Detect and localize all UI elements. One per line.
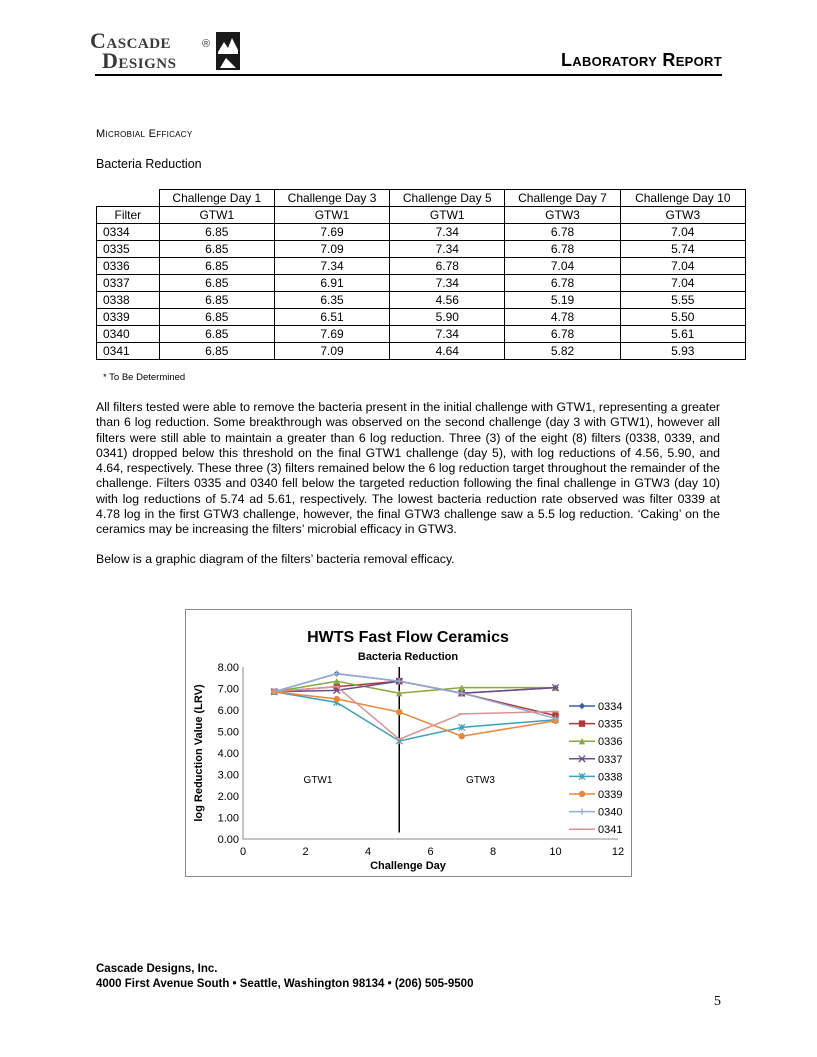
legend-label: 0336 (598, 736, 623, 749)
column-header: Challenge Day 1 (159, 190, 274, 207)
column-header: Challenge Day 7 (505, 190, 620, 207)
filter-id-cell: 0336 (97, 258, 160, 275)
lrv-cell: 6.85 (159, 292, 274, 309)
data-point-marker (579, 808, 585, 814)
lrv-cell: 7.04 (620, 275, 745, 292)
filter-id-cell: 0335 (97, 241, 160, 258)
lrv-cell: 7.34 (390, 275, 505, 292)
lrv-cell: 6.85 (159, 275, 274, 292)
lrv-cell: 6.78 (505, 224, 620, 241)
y-tick-label: 2.00 (217, 791, 239, 803)
legend-label: 0334 (598, 701, 623, 713)
filter-id-cell: 0334 (97, 224, 160, 241)
data-point-marker (459, 733, 465, 739)
y-tick-label: 0.00 (217, 834, 239, 846)
legend-label: 0337 (598, 753, 623, 766)
y-tick-label: 4.00 (217, 748, 239, 760)
legend-label: 0338 (598, 771, 623, 784)
table-body (97, 224, 746, 360)
registered-mark: ® (202, 38, 211, 50)
chart-subtitle: Bacteria Reduction (357, 651, 459, 663)
lrv-cell: 7.34 (274, 258, 389, 275)
lrv-cell: 7.34 (390, 241, 505, 258)
table-media-row (97, 207, 746, 224)
x-axis-label: Challenge Day (370, 860, 446, 872)
data-point-marker (334, 696, 340, 702)
lrv-cell: 6.35 (274, 292, 389, 309)
x-tick-label: 12 (611, 846, 625, 858)
lrv-cell: 6.85 (159, 258, 274, 275)
body-paragraph: All filters tested were able to remove the bacteria present in the initial challenge with GTW1, representing a greater than 6 log reduction. Some breakthrough was observed on the second challenge (day 3 with GTW1), however all filters were still able to maintain a greater than 6 log reduction. Three (3) of the eight (8) filters (0338, 0339, and 0341) dropped below this threshold on the final GTW1 challenge (day 5), with log reductions of 4.56, 5.90, and 4.64, respectively. These three (3) filters remained below the 6 log reduction target throughout the remainder of the challenge. Filters 0335 and 0340 fell below the targeted reduction following the final challenge in GTW3 (day 10) with log reductions of 5.74 ad 5.61, respectively. The lowest bacteria reduction rate observed was filter 0339 at 4.78 log in the first GTW3 challenge, however, the final GTW3 challenge saw a 5.5 log reduction. ‘Caking’ on the ceramics may be increasing the filters’ microbial efficacy in GTW3. (96, 400, 720, 537)
column-header: Challenge Day 3 (274, 190, 389, 207)
footer-address: 4000 First Avenue South • Seattle, Washington 98134 • (206) 505-9500 (96, 978, 474, 990)
lrv-cell: 6.85 (159, 343, 274, 360)
lrv-cell: 7.69 (274, 224, 389, 241)
table-footnote: * To Be Determined (103, 372, 186, 383)
lrv-cell: 5.19 (505, 292, 620, 309)
lrv-cell: 7.34 (390, 326, 505, 343)
lrv-cell: 6.85 (159, 241, 274, 258)
x-tick-label: 4 (364, 846, 372, 858)
table-row (97, 309, 746, 326)
lrv-cell: 7.04 (620, 224, 745, 241)
data-point-marker (579, 791, 585, 797)
lrv-cell: 7.04 (505, 258, 620, 275)
lrv-cell: 7.09 (274, 241, 389, 258)
legend-label: 0340 (598, 806, 623, 819)
page-number: 5 (714, 994, 721, 1009)
lrv-cell: 6.85 (159, 326, 274, 343)
legend-label: 0335 (598, 718, 623, 731)
data-point-marker (579, 720, 585, 726)
mountain-logo-icon (216, 32, 240, 70)
lrv-cell: 6.85 (159, 309, 274, 326)
header-divider (95, 74, 722, 76)
filter-id-cell: 0337 (97, 275, 160, 292)
company-logo (90, 28, 250, 72)
table-corner (97, 190, 160, 207)
table-row (97, 292, 746, 309)
lrv-cell: 5.90 (390, 309, 505, 326)
x-tick-label: 8 (489, 846, 497, 858)
lrv-cell: 5.93 (620, 343, 745, 360)
table-row (97, 343, 746, 360)
body-paragraph-chart-intro: Below is a graphic diagram of the filters’ bacteria removal efficacy. (96, 552, 455, 566)
data-point-marker (396, 709, 402, 715)
logo-line1: Cascade (90, 28, 172, 53)
y-tick-label: 1.00 (217, 812, 239, 825)
media-cell: GTW3 (505, 207, 620, 224)
chart-container (185, 609, 632, 877)
section-heading: Microbial Efficacy (96, 128, 193, 140)
x-tick-label: 6 (427, 846, 434, 858)
media-cell: GTW1 (390, 207, 505, 224)
filter-id-cell: 0340 (97, 326, 160, 343)
lrv-cell: 7.04 (620, 258, 745, 275)
x-tick-label: 2 (302, 846, 309, 858)
media-cell: GTW1 (274, 207, 389, 224)
table-row (97, 258, 746, 275)
bacteria-reduction-table (96, 189, 746, 360)
x-tick-label: 10 (549, 846, 562, 858)
lrv-cell: 5.50 (620, 309, 745, 326)
chart-title: HWTS Fast Flow Ceramics (307, 629, 509, 646)
column-header: Challenge Day 5 (390, 190, 505, 207)
table-row (97, 326, 746, 343)
table-row (97, 241, 746, 258)
y-tick-label: 5.00 (217, 726, 239, 739)
y-tick-label: 7.00 (217, 683, 239, 696)
filter-id-cell: 0341 (97, 343, 160, 360)
legend-label: 0339 (598, 789, 623, 801)
logo-line2: Designs (102, 48, 177, 73)
column-header: Challenge Day 10 (620, 190, 745, 207)
lrv-cell: 4.64 (390, 343, 505, 360)
table-row (97, 275, 746, 292)
lrv-cell: 6.85 (159, 224, 274, 241)
lrv-cell: 7.34 (390, 224, 505, 241)
lrv-cell: 5.55 (620, 292, 745, 309)
lrv-cell: 5.74 (620, 241, 745, 258)
filter-id-cell: 0338 (97, 292, 160, 309)
data-point-marker (334, 670, 340, 676)
table-row (97, 224, 746, 241)
region-annotation: GTW1 (303, 775, 333, 787)
y-axis-label: log Reduction Value (LRV) (193, 684, 205, 822)
region-annotation: GTW3 (466, 775, 495, 787)
lrv-cell: 6.78 (505, 275, 620, 292)
x-tick-label: 0 (239, 846, 247, 858)
lrv-cell: 7.69 (274, 326, 389, 343)
footer-company-name: Cascade Designs, Inc. (96, 963, 218, 975)
y-tick-label: 6.00 (217, 705, 239, 717)
lrv-cell: 7.09 (274, 343, 389, 360)
lrv-cell: 6.51 (274, 309, 389, 326)
media-cell: GTW3 (620, 207, 745, 224)
media-cell: GTW1 (159, 207, 274, 224)
lrv-cell: 4.78 (505, 309, 620, 326)
lrv-cell: 6.78 (505, 326, 620, 343)
line-chart (186, 610, 631, 876)
filter-column-header: Filter (97, 207, 160, 224)
lrv-cell: 6.78 (505, 241, 620, 258)
y-tick-label: 3.00 (217, 769, 239, 782)
lrv-cell: 5.61 (620, 326, 745, 343)
series-line (274, 687, 555, 740)
y-tick-label: 8.00 (217, 662, 239, 674)
report-title: Laboratory Report (561, 50, 722, 70)
data-point-marker (579, 703, 585, 709)
legend-label: 0341 (598, 824, 623, 837)
filter-id-cell: 0339 (97, 309, 160, 326)
subheading: Bacteria Reduction (96, 157, 202, 171)
lrv-cell: 6.91 (274, 275, 389, 292)
lrv-cell: 5.82 (505, 343, 620, 360)
table-header-row (97, 190, 746, 207)
lrv-cell: 6.78 (390, 258, 505, 275)
lrv-cell: 4.56 (390, 292, 505, 309)
